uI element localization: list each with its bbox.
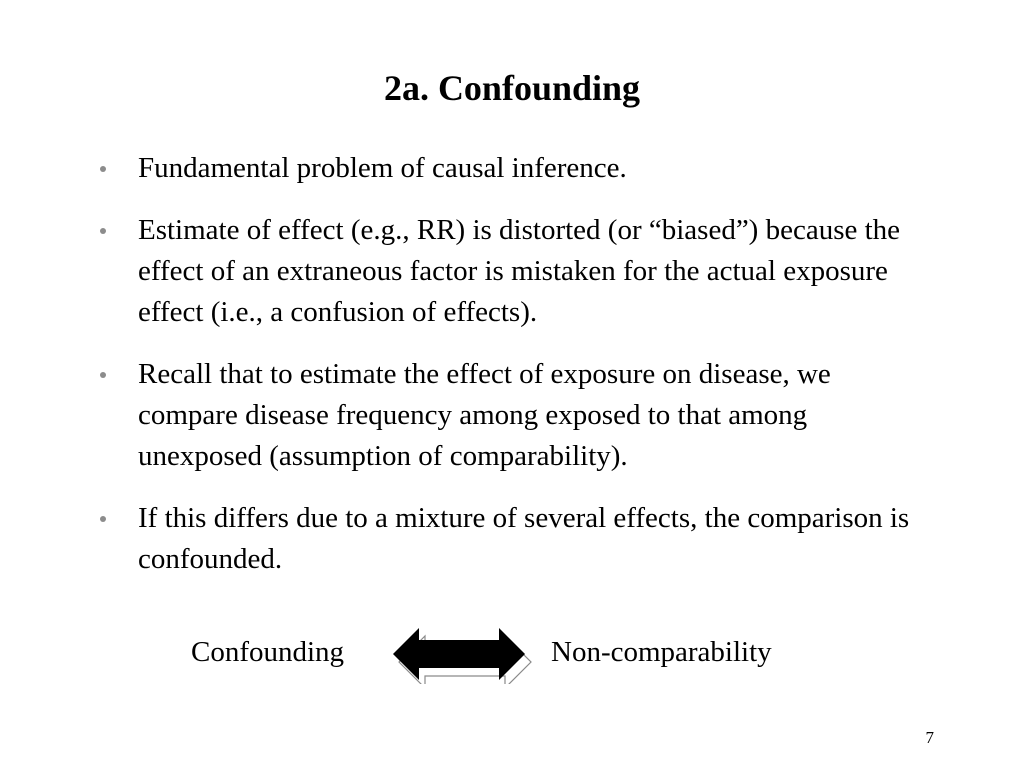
bullet-icon: [100, 228, 106, 234]
bullet-text: If this differs due to a mixture of several effects, the comparison is confounded.: [138, 502, 910, 575]
bullet-list: [98, 148, 928, 601]
bullet-icon: [100, 516, 106, 522]
bullet-item: [98, 210, 928, 333]
bullet-icon: [100, 372, 106, 378]
slide-title: 2a. Confounding: [383, 68, 641, 108]
bullet-icon: [100, 166, 106, 172]
bullet-item: [98, 498, 928, 580]
relation-row: [0, 628, 1024, 688]
bullet-text: Recall that to estimate the effect of exposure on disease, we compare disease frequency among exposed to that among unexposed (assumption of comparability).: [138, 358, 831, 472]
double-arrow-icon: [390, 628, 542, 684]
bullet-text: Estimate of effect (e.g., RR) is distorted (or “biased”) because the effect of an extraneous factor is mistaken for the actual exposure effect (i.e., a confusion of effects).: [138, 214, 901, 328]
relation-left-label: Confounding: [191, 636, 345, 668]
bullet-text: Fundamental problem of causal inference.: [138, 152, 627, 184]
bullet-item: [98, 148, 928, 189]
bullet-item: [98, 354, 928, 477]
relation-right-label: Non-comparability: [551, 636, 772, 668]
page-number: 7: [925, 728, 934, 747]
